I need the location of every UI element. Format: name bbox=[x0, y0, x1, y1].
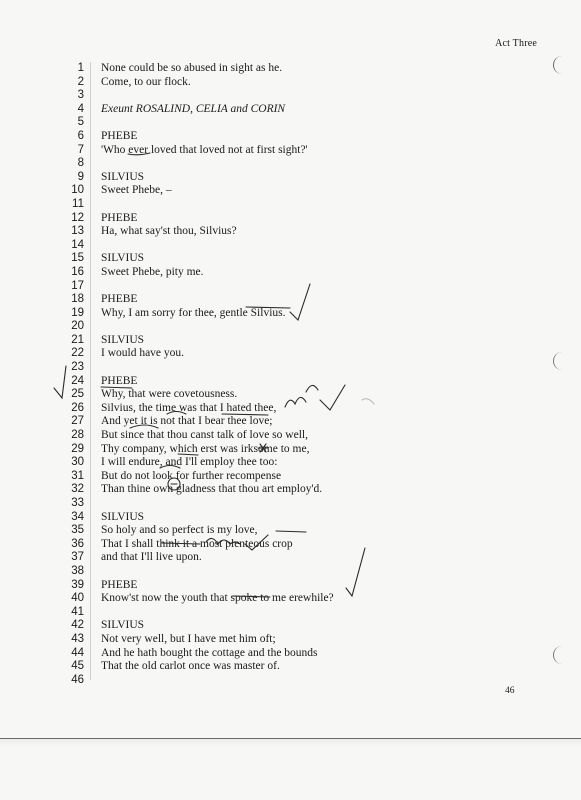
line-text: Not very well, but I have met him oft; bbox=[101, 632, 276, 645]
line-number: 41 bbox=[71, 605, 84, 618]
line-number: 2 bbox=[77, 75, 84, 88]
line-number: 46 bbox=[71, 673, 84, 686]
line-number: 3 bbox=[77, 89, 84, 102]
line-text: And he hath bought the cottage and the bounds bbox=[101, 646, 318, 659]
line-number: 26 bbox=[71, 401, 84, 414]
line-text: I will endure, and I'll employ thee too: bbox=[101, 456, 278, 469]
line-number: 15 bbox=[71, 252, 84, 265]
line-text: That I shall think it a most plenteous crop bbox=[101, 537, 293, 550]
line-number: 8 bbox=[77, 157, 84, 170]
line-number: 5 bbox=[77, 116, 84, 129]
line-text: Know'st now the youth that spoke to me erewhile? bbox=[101, 592, 334, 605]
line-text: SILVIUS bbox=[101, 170, 145, 183]
line-text: Thy company, which erst was irksome to me, bbox=[101, 442, 310, 455]
line-number: 16 bbox=[71, 265, 84, 278]
line-text: 'Who ever loved that loved not at first sight?' bbox=[101, 143, 308, 156]
line-number: 38 bbox=[71, 564, 84, 577]
line-number: 32 bbox=[71, 483, 84, 496]
line-number: 44 bbox=[71, 646, 84, 659]
line-text: That the old carlot once was master of. bbox=[101, 660, 280, 673]
line-number: 7 bbox=[77, 143, 84, 156]
line-number: 1 bbox=[77, 62, 84, 74]
line-number: 31 bbox=[71, 469, 84, 482]
line-number: 6 bbox=[77, 129, 84, 142]
line-number: 28 bbox=[71, 429, 84, 442]
page-number: 46 bbox=[505, 686, 515, 696]
line-number: 39 bbox=[71, 578, 84, 591]
line-number: 45 bbox=[71, 660, 84, 673]
line-text: PHEBE bbox=[101, 293, 138, 306]
line-text: Sweet Phebe, – bbox=[101, 184, 172, 197]
line-text: and that I'll live upon. bbox=[101, 551, 202, 564]
line-number: 29 bbox=[71, 442, 84, 455]
line-number: 27 bbox=[71, 415, 84, 428]
line-number: 21 bbox=[71, 333, 84, 346]
line-number: 43 bbox=[71, 632, 84, 645]
line-number: 14 bbox=[71, 238, 84, 251]
line-number: 24 bbox=[71, 374, 84, 387]
line-text: PHEBE bbox=[101, 578, 138, 591]
line-number: 42 bbox=[71, 619, 84, 632]
line-text: SILVIUS bbox=[101, 619, 145, 632]
line-number: 17 bbox=[71, 279, 84, 292]
line-text: PHEBE bbox=[101, 129, 138, 142]
line-text: PHEBE bbox=[101, 374, 138, 387]
stage-direction: Exeunt ROSALIND, CELIA and CORIN bbox=[101, 102, 286, 115]
line-text: But do not look for further recompense bbox=[101, 469, 282, 482]
line-text: I would have you. bbox=[101, 347, 185, 360]
line-number: 36 bbox=[71, 537, 84, 550]
line-text: And yet it is not that I bear thee love; bbox=[101, 415, 273, 428]
line-number: 18 bbox=[71, 293, 84, 306]
line-number: 34 bbox=[71, 510, 84, 523]
line-text: PHEBE bbox=[101, 211, 138, 224]
line-number: 10 bbox=[71, 184, 84, 197]
line-text: Sweet Phebe, pity me. bbox=[101, 265, 204, 278]
line-number: 22 bbox=[71, 347, 84, 360]
line-number: 11 bbox=[72, 197, 84, 210]
line-text: Come, to our flock. bbox=[101, 75, 191, 88]
line-number: 20 bbox=[71, 320, 84, 333]
line-text: Why, that were covetousness. bbox=[101, 388, 238, 401]
line-number: 25 bbox=[71, 388, 84, 401]
line-text: Silvius, the time was that I hated thee, bbox=[101, 401, 277, 414]
line-text: SILVIUS bbox=[101, 333, 145, 346]
line-number: 12 bbox=[71, 211, 84, 224]
line-number: 23 bbox=[71, 361, 84, 374]
line-number: 13 bbox=[71, 225, 84, 238]
line-text: Ha, what say'st thou, Silvius? bbox=[101, 225, 237, 238]
scanner-background bbox=[0, 739, 581, 800]
line-text: Than thine own gladness that thou art employ'd. bbox=[101, 483, 323, 496]
line-text: So holy and so perfect is my love, bbox=[101, 524, 258, 537]
line-text: But since that thou canst talk of love so well, bbox=[101, 429, 308, 442]
line-number: 30 bbox=[71, 456, 84, 469]
line-text: None could be so abused in sight as he. bbox=[101, 62, 283, 74]
line-number: 40 bbox=[71, 592, 84, 605]
line-number: 35 bbox=[71, 524, 84, 537]
line-number: 4 bbox=[77, 102, 84, 115]
line-number: 33 bbox=[71, 497, 84, 509]
line-text: Why, I am sorry for thee, gentle Silvius. bbox=[101, 306, 286, 319]
line-text: SILVIUS bbox=[101, 510, 145, 523]
line-number: 19 bbox=[71, 306, 84, 319]
line-number: 9 bbox=[77, 170, 84, 183]
line-number: 37 bbox=[71, 551, 84, 564]
line-text: SILVIUS bbox=[101, 252, 145, 265]
act-header: Act Three bbox=[495, 38, 537, 49]
